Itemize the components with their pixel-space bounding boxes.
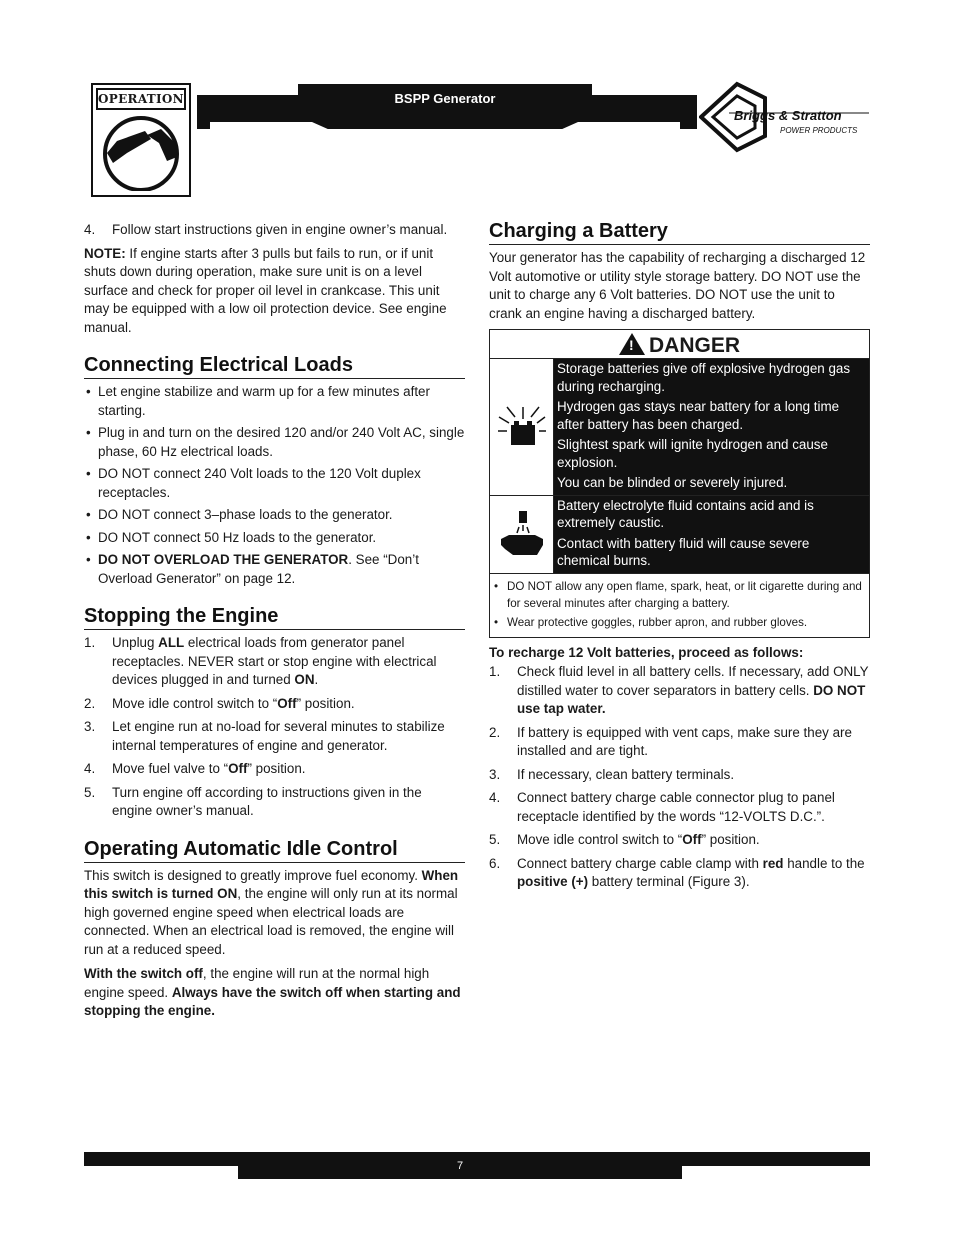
page-number: 7: [238, 1153, 682, 1179]
note-paragraph: NOTE: If engine starts after 3 pulls but fails to run, or if unit shuts down during operation, make sure unit is on a level surface and check for proper oil level in crankcase. This unit may be equipped with a low oil protection device. See engine manual.: [84, 245, 447, 335]
list-item: 4. Move fuel valve to “Off” position.: [84, 761, 306, 776]
header-bar-notch-left: [210, 122, 330, 130]
header-bar-notch-right: [560, 122, 680, 130]
list-item: 4. Connect battery charge cable connector plug to panel receptacle identified by the words “12-VOLTS D.C.”.: [489, 790, 835, 824]
list-item: • DO NOT connect 50 Hz loads to the generator.: [84, 529, 465, 548]
danger-box: [489, 329, 870, 638]
danger-text-acid: Battery electrolyte fluid contains acid and is extremely caustic. Contact with battery fluid will cause severe chemical burns.: [554, 496, 869, 573]
warning-triangle-icon: [619, 333, 645, 355]
list-item: • DO NOT connect 240 Volt loads to the 120 Volt duplex receptacles.: [84, 465, 465, 502]
list-item: 3. Let engine run at no-load for several minutes to stabilize internal temperatures of engine and generator.: [84, 719, 445, 753]
brand-name: Briggs & Stratton: [734, 108, 842, 123]
idle-paragraph-2: With the switch off, the engine will run at the normal high engine speed. Always have the switch off when starting and stopping the engine.: [84, 966, 461, 1018]
charging-intro: Your generator has the capability of recharging a discharged 12 Volt automotive or utility style storage battery. DO NOT use the unit to charge any 6 Volt batteries. DO NOT use the unit to crank an engine having a discharged battery.: [489, 250, 866, 321]
idle-paragraph-1: This switch is designed to greatly improve fuel economy. When this switch is turned ON, the engine will only run at its normal high governed engine speed when electrical loads are connected. When an electrical load is removed, the engine will run at a reduced speed.: [84, 867, 459, 957]
danger-text-explosion: Storage batteries give off explosive hydrogen gas during recharging. Hydrogen gas stays near battery for a long time after battery has been charged. Slightest spark will ignite hydrogen and cause explosion. You can be blinded or severely injured.: [554, 359, 869, 495]
header-title: BSPP Generator: [298, 84, 592, 112]
left-column: [84, 221, 465, 1027]
connecting-loads-list: [84, 383, 465, 588]
danger-row-explosion: [490, 359, 869, 496]
charging-battery-heading: Charging a Battery: [489, 219, 870, 245]
list-item: 1. Unplug ALL electrical loads from generator panel receptacles. NEVER start or stop engine with electrical devices plugged in and turned ON.: [84, 635, 437, 687]
list-item: 5. Turn engine off according to instructions given in the engine owner’s manual.: [84, 784, 422, 818]
stopping-engine-heading: Stopping the Engine: [84, 604, 465, 630]
list-item: • Wear protective goggles, rubber apron, and rubber gloves.: [492, 614, 865, 631]
idle-control-heading: Operating Automatic Idle Control: [84, 837, 465, 863]
stopping-steps-list: [84, 634, 465, 821]
list-item: 1. Check fluid level in all battery cells. If necessary, add ONLY distilled water to cover separators in battery cells. DO NOT use tap water.: [489, 664, 869, 716]
explosion-icon: [490, 359, 554, 495]
recharge-procedure-heading: To recharge 12 Volt batteries, proceed as follows:: [489, 644, 804, 660]
list-item: • Let engine stabilize and warm up for a few minutes after starting.: [84, 383, 465, 420]
operation-logo-title: OPERATION: [96, 88, 186, 110]
list-item: • DO NOT OVERLOAD THE GENERATOR. See “Don’t Overload Generator” on page 12.: [84, 551, 465, 588]
list-item: 2. If battery is equipped with vent caps, make sure they are installed and are tight.: [489, 724, 852, 758]
brand-subtitle: POWER PRODUCTS: [780, 126, 858, 135]
list-item: • DO NOT allow any open flame, spark, heat, or lit cigarette during and for several minutes after charging a battery.: [492, 578, 865, 612]
danger-precautions: [490, 574, 869, 637]
list-item: 2. Move idle control switch to “Off” position.: [84, 695, 355, 711]
list-item: 5. Move idle control switch to “Off” position.: [489, 832, 760, 847]
engine-operation-icon: [97, 113, 185, 191]
list-item: • Plug in and turn on the desired 120 and/or 240 Volt AC, single phase, 60 Hz electrical loads.: [84, 424, 465, 461]
list-item: • DO NOT connect 3–phase loads to the generator.: [84, 506, 465, 525]
danger-row-acid: [490, 496, 869, 574]
operation-section-logo: [91, 83, 191, 197]
list-item: 3. If necessary, clean battery terminals.: [489, 766, 735, 782]
acid-burn-hand-icon: [490, 496, 554, 573]
danger-header: !DANGER: [490, 330, 869, 359]
right-column: [489, 219, 870, 897]
list-item: 6. Connect battery charge cable clamp with red handle to the positive (+) battery terminal (Figure 3).: [489, 855, 865, 889]
start-steps-list: [84, 221, 465, 240]
recharge-steps-list: [489, 663, 870, 892]
connecting-loads-heading: Connecting Electrical Loads: [84, 353, 465, 379]
list-item: 4. Follow start instructions given in engine owner’s manual.: [84, 222, 448, 237]
